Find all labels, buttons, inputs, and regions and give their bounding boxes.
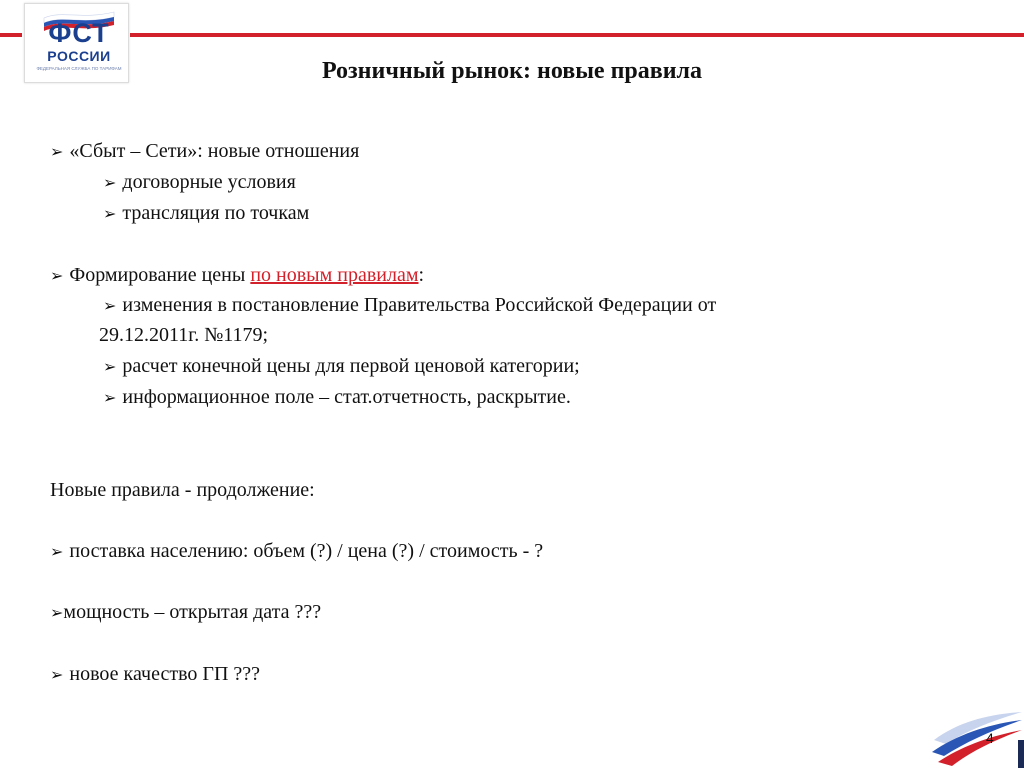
bullet-s2-sub2 [103,354,580,380]
header-red-line-left [0,33,22,37]
fst-logo [24,3,129,83]
s2-sub2-text: расчет конечной цены для первой ценовой категории; [122,355,580,377]
bullet-s2-heading [50,263,424,289]
arrow-bullet-icon: ➢ [50,268,64,285]
arrow-bullet-icon: ➢ [103,175,117,192]
bullet-s2-sub3 [103,385,571,411]
s2-heading-prefix: Формирование цены [69,264,251,286]
s2-sub3-text: информационное поле – стат.отчетность, раскрытие. [122,386,571,408]
s2-sub1-line1: изменения в постановление Правительства Российской Федерации от [122,294,717,316]
new-rules-link[interactable]: по новым правилам [250,264,419,286]
arrow-bullet-icon: ➢ [50,544,64,561]
s2-sub1-continuation: 29.12.2011г. №1179; [99,324,269,346]
bullet-cont-item1 [50,539,543,565]
arrow-bullet-icon: ➢ [103,298,117,315]
bullet-s1-heading [50,139,359,165]
header-red-line-right [130,33,1024,37]
logo-subtitle: ФЕДЕРАЛЬНАЯ СЛУЖБА ПО ТАРИФАМ [36,66,122,71]
cont-item2-text: мощность – открытая дата ??? [63,601,322,623]
arrow-bullet-icon: ➢ [103,390,117,407]
cont-item3-text: новое качество ГП ??? [69,663,261,685]
bullet-cont-item3 [50,662,260,688]
s1-sub1-text: договорные условия [122,171,296,193]
arrow-bullet-icon: ➢ [103,359,117,376]
bullet-s2-sub1 [103,293,716,319]
bullet-s1-sub1 [103,170,296,196]
bullet-cont-item2 [50,600,321,626]
flag-swoosh-icon [928,700,1024,768]
arrow-bullet-icon: ➢ [50,144,64,161]
logo-country: РОССИИ [47,48,111,64]
arrow-bullet-icon: ➢ [50,605,64,622]
bullet-s1-sub2 [103,201,309,227]
slide-title: Розничный рынок: новые правила [321,58,703,84]
s1-sub2-text: трансляция по точкам [122,202,310,224]
s1-heading-text: «Сбыт – Сети»: новые отношения [69,140,360,162]
continuation-heading: Новые правила - продолжение: [50,479,315,501]
cont-item1-text: поставка населению: объем (?) / цена (?) / стоимость - ? [69,540,544,562]
corner-decoration [1018,740,1024,768]
arrow-bullet-icon: ➢ [103,206,117,223]
s2-heading-suffix: : [418,264,425,286]
logo-abbr: ФСТ [48,18,110,48]
page-number: 4 [986,730,994,746]
arrow-bullet-icon: ➢ [50,667,64,684]
